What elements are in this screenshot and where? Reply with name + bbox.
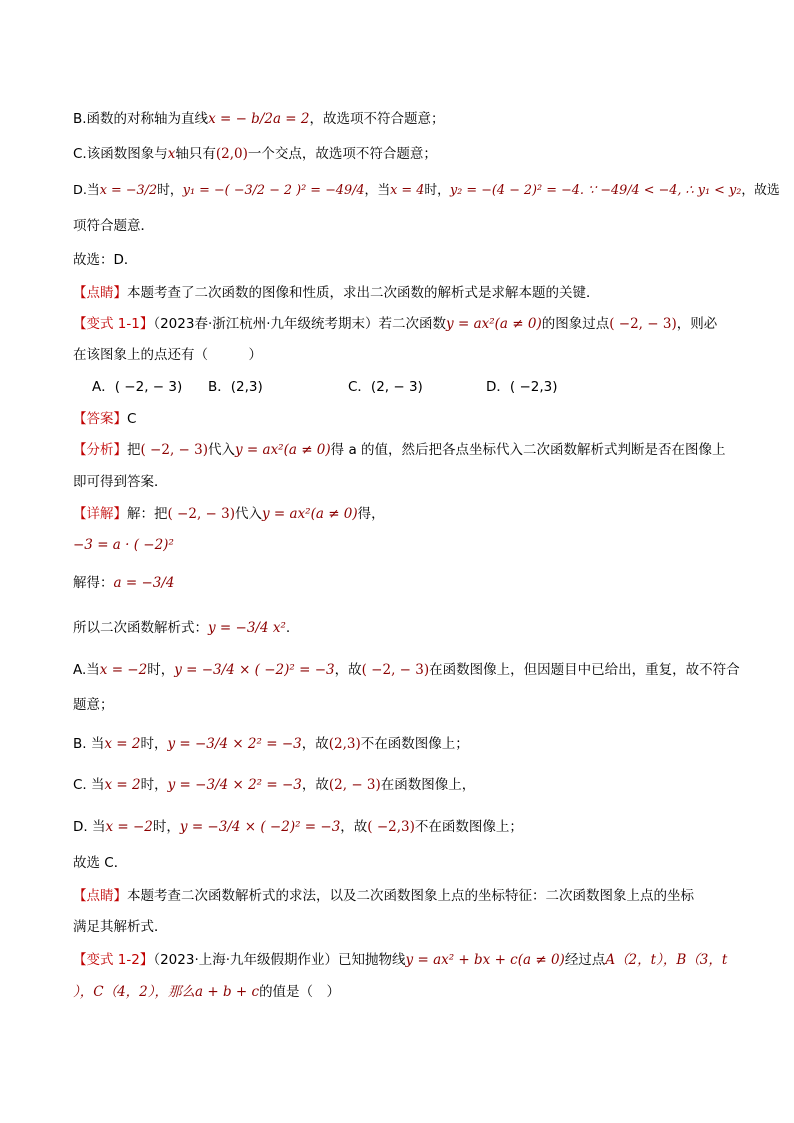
math: y = ax²(a ≠ 0): [262, 506, 358, 522]
text: ，故: [340, 819, 368, 835]
text: ，故: [334, 662, 362, 678]
text: C. 当: [73, 777, 105, 793]
text: 时，: [424, 183, 450, 198]
math: a + b + c: [195, 984, 260, 1000]
bianshi-1-2-question: [73, 950, 734, 970]
choose-c: 故选 C．: [73, 855, 128, 871]
section-tag: 【详解】: [73, 506, 127, 522]
text: 代入: [208, 442, 235, 458]
text: .: [285, 620, 291, 636]
text: C.该函数图象与: [73, 146, 168, 162]
math: y = −3/4 × ( −2)² = −3: [179, 819, 341, 835]
dianjing-2: [73, 886, 734, 906]
math: y₂ = −(4 − 2)² = −4. ∵ −49/4 < −4, ∴ y₁ < y₂: [449, 183, 742, 198]
option-a: A．( −2, − 3): [92, 379, 183, 395]
text: 时，: [157, 183, 183, 198]
text: 不在函数图像上；: [414, 819, 523, 835]
math: x = −2: [99, 662, 148, 678]
text: 本题考查二次函数解析式的求法，以及二次函数图象上点的坐标特征：二次函数图象上点的坐标: [127, 888, 694, 904]
text: ，当: [364, 183, 391, 198]
check-c: [73, 775, 734, 795]
math: (2,3): [328, 736, 361, 752]
math: y = ax² + bx + c(a ≠ 0): [405, 952, 565, 968]
dianjing-2-continuation: 满足其解析式．: [73, 919, 168, 935]
bianshi-1-2-continuation: [73, 982, 734, 1002]
text: 的值是（ ）: [259, 984, 341, 1000]
text: 的图象过点: [541, 316, 610, 332]
section-tag: 【变式 1-1】: [73, 316, 154, 332]
math: ），C（4，2），那么: [73, 984, 196, 1000]
text: ，则必: [676, 316, 718, 332]
text: （2023春·浙江杭州·九年级统考期末）若二次函数: [153, 316, 447, 332]
math: (2, − 3): [328, 777, 381, 793]
text: 本题考查了二次函数的图像和性质，求出二次函数的解析式是求解本题的关键．: [127, 285, 600, 301]
text: B. 当: [73, 736, 105, 752]
bianshi-1-1-question: [73, 314, 734, 334]
jiede-line: [73, 573, 734, 593]
math: ( −2,3): [367, 819, 415, 835]
option-d-analysis: [73, 181, 780, 201]
math: y = −3/4 × 2² = −3: [167, 736, 302, 752]
option-d: D．( −2,3): [486, 379, 558, 395]
text: D.当: [73, 183, 100, 198]
text: ，故: [301, 777, 329, 793]
check-d: [73, 817, 734, 837]
text: 在函数图像上，: [380, 777, 476, 793]
text: （2023·上海·九年级假期作业）已知抛物线: [153, 952, 406, 968]
text: 在函数图像上，但因题目中已给出，重复，故不符合: [429, 662, 740, 678]
text: 解得：: [73, 575, 114, 591]
suoyi-line: [73, 618, 734, 638]
math: x = −2: [105, 819, 153, 835]
math: a = −3/4: [113, 575, 175, 591]
choose-d: 故选：D．: [73, 252, 138, 268]
math: ( −2, − 3): [609, 316, 677, 332]
section-tag: 【变式 1-2】: [73, 952, 154, 968]
text: A.当: [73, 662, 100, 678]
math: ( −2, − 3): [167, 506, 235, 522]
math: (2,0): [215, 146, 248, 162]
text: 解：把: [127, 506, 168, 522]
section-tag: 【答案】: [73, 411, 127, 427]
section-tag: 【点睛】: [73, 888, 127, 904]
math: x: [167, 146, 176, 162]
xiangjie: [73, 504, 734, 524]
math: x = − b/2a = 2: [208, 111, 310, 127]
math: x = 2: [104, 736, 141, 752]
check-b: [73, 734, 734, 754]
equation-1: [73, 535, 734, 555]
text: ，故选: [741, 183, 780, 198]
text: 时，: [147, 662, 175, 678]
text: B.函数的对称轴为直线: [73, 111, 209, 127]
text: 把: [127, 442, 141, 458]
math: y = −3/4 × ( −2)² = −3: [174, 662, 335, 678]
answer-value: C: [127, 411, 137, 427]
text: 得，: [357, 506, 385, 522]
math: x = 2: [104, 777, 141, 793]
text: 轴只有: [175, 146, 216, 162]
fenxi-continuation: 即可得到答案．: [73, 474, 168, 490]
math: y = ax²(a ≠ 0): [235, 442, 331, 458]
text: 经过点: [564, 952, 606, 968]
answer: [73, 409, 734, 429]
dianjing-1: [73, 283, 734, 303]
math: y = −3/4 × 2² = −3: [167, 777, 302, 793]
section-tag: 【分析】: [73, 442, 127, 458]
text: 时，: [152, 819, 180, 835]
text: 所以二次函数解析式：: [73, 620, 208, 636]
math: x = −3/2: [99, 183, 158, 198]
math: y = ax²(a ≠ 0): [446, 316, 542, 332]
section-tag: 【点睛】: [73, 285, 127, 301]
text: 代入: [235, 506, 262, 522]
check-a: [73, 660, 740, 680]
math: y = −3/4 x²: [208, 620, 286, 636]
option-c-analysis: [73, 144, 734, 164]
math: y₁ = −( −3/2 − 2 )² = −49/4: [182, 183, 365, 198]
math: ( −2, − 3): [140, 442, 208, 458]
option-b: B．(2,3): [208, 379, 263, 395]
math: ( −2, − 3): [361, 662, 430, 678]
text: 一个交点，故选项不符合题意；: [247, 146, 437, 162]
option-b-analysis: [73, 109, 734, 129]
option-c: C．(2, − 3): [348, 379, 423, 395]
text: ，故: [301, 736, 329, 752]
math: A（2，t），B（3，t: [605, 952, 728, 968]
option-d-continuation: 项符合题意．: [73, 218, 154, 234]
text: 得 a 的值，然后把各点坐标代入二次函数解析式判断是否在图像上: [330, 442, 726, 458]
math: x = 4: [390, 183, 425, 198]
check-a-continuation: 题意；: [73, 697, 114, 713]
fenxi: [73, 440, 734, 460]
text: 时，: [140, 736, 168, 752]
text: 不在函数图像上；: [360, 736, 469, 752]
math: −3 = a · ( −2)²: [73, 537, 174, 553]
bianshi-1-1-continuation: 在该图象上的点还有（ ）: [73, 347, 262, 363]
text: 时，: [140, 777, 168, 793]
text: D. 当: [73, 819, 106, 835]
text: ，故选项不符合题意；: [309, 111, 445, 127]
